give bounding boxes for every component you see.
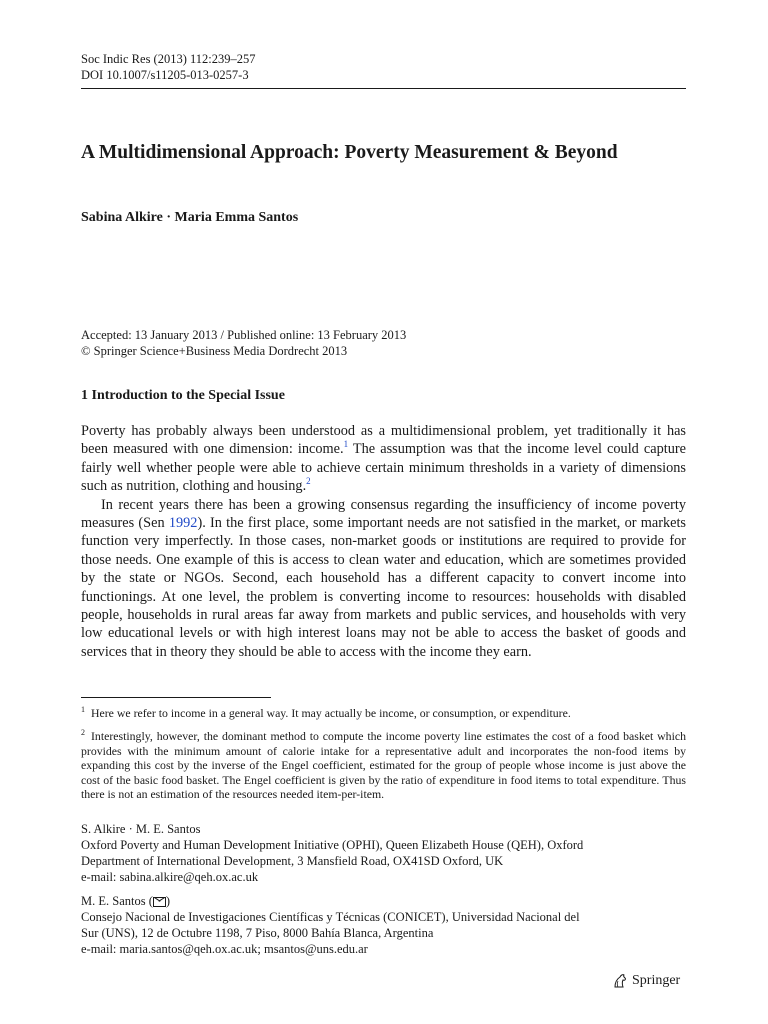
footnote-2-text: Interestingly, however, the dominant method to compute the income poverty line estimates the cost of a food basket which provides with the minimum amount of calorie intake for a representative adult and incorporates the non-food items by expanding this cost by the inverse of the Engel coefficient, estimated for the group of people whose income is just above the cost of the basic food basket. The Engel coefficient is given by the ratio of expenditure in food items to total expenditure. Thus there is not an estimation of the resources needed item-per-item. (81, 729, 686, 802)
citation-link-sen-1992[interactable]: 1992 (168, 515, 198, 532)
affiliation-2-line-2: Sur (UNS), 12 de Octubre 1198, 7 Piso, 8000 Bahía Blanca, Argentina (81, 926, 434, 940)
affiliation-2 (81, 893, 686, 957)
footnote-ref-2[interactable]: 2 (306, 476, 311, 487)
affiliation-2-line-1: Consejo Nacional de Investigaciones Científicas y Técnicas (CONICET), Universidad Nacional del (81, 910, 580, 924)
section-heading: 1 Introduction to the Special Issue (81, 388, 285, 403)
corresponding-author-close: ) (165, 894, 171, 908)
paragraph-2-text-a: In recent years there has been a growing consensus regarding the insufficiency of income poverty measures (Sen (81, 496, 686, 532)
footnote-1-number: 1 (81, 705, 85, 714)
doi: DOI 10.1007/s11205-013-0257-3 (81, 68, 249, 82)
footnote-1-text: Here we refer to income in a general way. It may actually be income, or consumption, or expenditure. (91, 705, 571, 720)
publication-dates: Accepted: 13 January 2013 / Published online: 13 February 2013 (81, 328, 407, 342)
journal-citation: Soc Indic Res (2013) 112:239–257 (81, 52, 256, 66)
header-rule (81, 88, 686, 89)
publisher-logo (612, 973, 680, 989)
affiliation-1-line-2: Department of International Development, 3 Mansfield Road, OX41SD Oxford, UK (81, 854, 504, 868)
affiliation-1 (81, 821, 686, 885)
paragraph-2 (81, 496, 686, 662)
publisher-name: Springer (632, 973, 681, 988)
copyright-notice: © Springer Science+Business Media Dordrecht 2013 (81, 344, 348, 358)
author-list: Sabina Alkire · Maria Emma Santos (81, 210, 299, 225)
envelope-icon[interactable] (153, 897, 166, 907)
paragraph-1-text-a: Poverty has probably always been understood as a multidimensional problem, yet traditionally it has been measured with one dimension: income. (81, 423, 686, 458)
footnote-ref-1[interactable]: 1 (343, 439, 349, 450)
affiliation-2-email: e-mail: maria.santos@qeh.ox.ac.uk; msantos@uns.edu.ar (81, 942, 368, 956)
body-text (81, 422, 686, 661)
paragraph-2-text-b: ). In the first place, some important needs are not satisfied in the market, or markets function very imperfectly. In those cases, non-market goods or institutions are required to provide for those needs. One example of this is access to clean water and education, which are sometimes provided by the state or NGOs. Second, each household has a different capacity to convert income into functionings. At one level, the problem is converting income to resources: households with disabled people, households in rural areas far away from markets and public services, and households with very low educational levels or with high interest loans may not be able to access the basket of goods and services that in theory they should be able to access with the income they earn. (81, 515, 686, 660)
publication-info (81, 327, 406, 359)
footnote-2 (81, 726, 686, 801)
footnotes (81, 703, 686, 808)
affiliation-1-line-1: Oxford Poverty and Human Development Initiative (OPHI), Queen Elizabeth House (QEH), Oxford (81, 838, 584, 852)
corresponding-author-name: M. E. Santos ( (81, 894, 153, 908)
footnote-rule (81, 697, 271, 698)
affiliation-1-email: e-mail: sabina.alkire@qeh.ox.ac.uk (81, 870, 259, 884)
footnote-2-number: 2 (81, 728, 85, 738)
paragraph-1 (81, 422, 686, 496)
footnote-1 (81, 703, 686, 720)
springer-horse-icon (612, 973, 628, 989)
affiliation-2-name (81, 893, 686, 909)
affiliation-1-names: S. Alkire · M. E. Santos (81, 822, 201, 836)
journal-header (81, 51, 256, 83)
paragraph-1-text-b: The assumption was that the income level could capture fairly well whether people were able to achieve certain minimum thresholds in a variety of dimensions such as nutrition, clothing and housing. (81, 441, 686, 495)
article-title: A Multidimensional Approach: Poverty Measurement & Beyond (81, 142, 618, 163)
